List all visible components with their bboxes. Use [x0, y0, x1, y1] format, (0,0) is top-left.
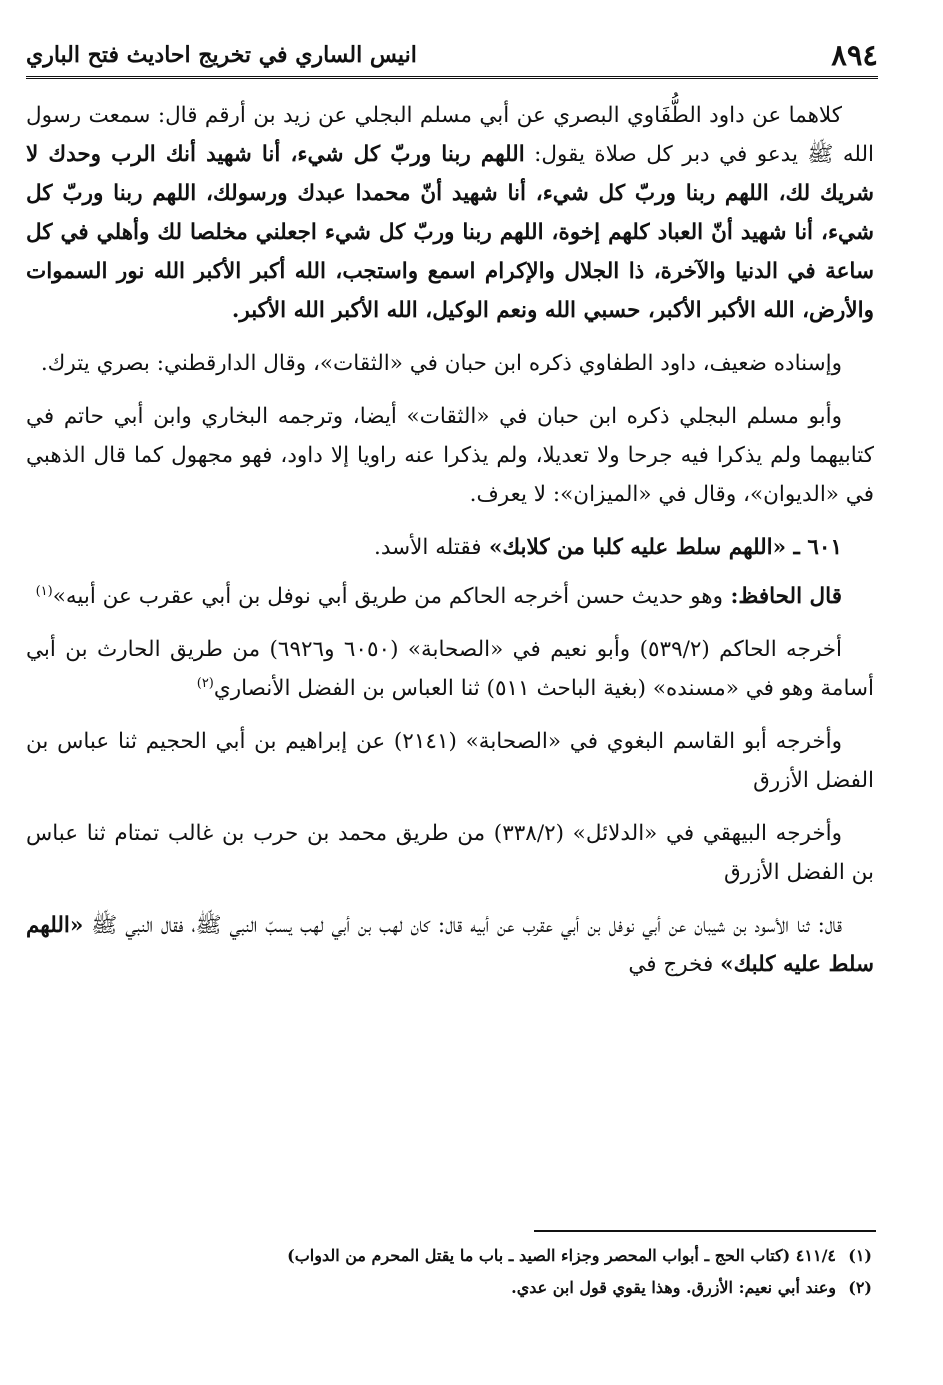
main-text — [26, 96, 874, 998]
footnote-mark: (٢) — [848, 1278, 872, 1297]
story-continuation: فخرج في — [628, 952, 721, 977]
paragraph-hafiz-statement — [26, 577, 874, 616]
running-title: انيس الساري في تخريج احاديث فتح الباري — [26, 42, 417, 68]
paragraph-takhrij-baghawi: وأخرجه أبو القاسم البغوي في «الصحابة» (٢١٤١) عن إبراهيم بن أبي الحجيم ثنا عباس بن الفضل الأزرق — [26, 729, 874, 793]
footnotes — [26, 1240, 872, 1304]
paragraph-narrator-note: وأبو مسلم البجلي ذكره ابن حبان في «الثقات» أيضا، وترجمه البخاري وابن أبي حاتم في كتابيهما ولم يذكرا فيه جرحا ولا تعديلا، ولم يذكرا عنه راويا إلا داود، فهو مجهول كما قال الذهبي في «الديوان»، وقال في «الميزان»: لا يعرف. — [26, 404, 874, 507]
footnote-rule — [534, 1230, 876, 1232]
hadith-heading-rest: فقتله الأسد. — [373, 535, 482, 560]
paragraph-hadith-story — [26, 906, 874, 984]
hafiz-text: وهو حديث حسن أخرجه الحاكم من طريق أبي نوفل بن أبي عقرب عن أبيه» — [52, 584, 723, 609]
footnote-1 — [26, 1240, 872, 1272]
hadith-supplication: اللهم ربنا وربّ كل شيء، أنا شهيد أنك الرب وحدك لا شريك لك، اللهم ربنا وربّ كل شيء، أنا شهيد أنّ محمدا عبدك ورسولك، اللهم ربنا وربّ كل شيء، أنا شهيد أنّ العباد كلهم إخوة، اللهم ربنا وربّ كل شيء اجعلني مخلصا لك وأهلي في كل ساعة في الدنيا والآخرة، ذا الجلال والإكرام اسمع واستجب، الله أكبر الأكبر الله نور السموات والأرض، الله الأكبر الأكبر، حسبي الله ونعم الوكيل، الله الأكبر الله الأكبر. — [26, 142, 874, 323]
story-quote: «اللهم سلط عليه كلبك» — [26, 913, 874, 977]
paragraph-takhrij-bayhaqi: وأخرجه البيهقي في «الدلائل» (٣٣٨/٢) من طريق محمد بن حرب بن غالب تمتام ثنا عباس بن الفضل الأزرق — [26, 821, 874, 885]
hafiz-label: قال الحافظ: — [723, 584, 842, 609]
takhrij-hakim-text: أخرجه الحاكم (٥٣٩/٢) وأبو نعيم في «الصحابة» (٦٠٥٠ و٦٩٢٦) من طريق الحارث بن أبي أسامة وهو في «مسنده» (بغية الباحث ٥١١) ثنا العباس بن الفضل الأنصاري — [26, 637, 874, 701]
page-number: ٨٩٤ — [831, 38, 878, 72]
paragraph-takhrij-hakim — [26, 630, 874, 708]
story-text: قال: ثنا الأسود بن شيبان عن أبي نوفل بن أبي عقرب عن أبيه قال: كان لهب بن أبي لهب يسبّ النبي ﷺ، فقال النبي ﷺ — [83, 913, 842, 938]
hadith-number-title: ٦٠١ ـ «اللهم سلط عليه كلبا من كلابك» — [481, 535, 842, 560]
paragraph-isnad-grading: وإسناده ضعيف، داود الطفاوي ذكره ابن حبان في «الثقات»، وقال الدارقطني: بصري يترك. — [40, 351, 842, 376]
footnote-ref-2[interactable]: (٢) — [196, 675, 214, 691]
page-header — [26, 36, 878, 74]
paragraph-hadith-heading — [26, 528, 874, 567]
hadith-chain: كلاهما عن داود الطُّفَاوي البصري عن أبي مسلم البجلي عن زيد بن أرقم قال: سمعت رسول الله ﷺ يدعو في دبر كل صلاة يقول: — [26, 103, 874, 167]
paragraph-hadith-text — [26, 96, 874, 330]
footnote-2 — [26, 1272, 872, 1304]
header-rule — [26, 76, 878, 79]
footnote-ref-1[interactable]: (١) — [35, 583, 53, 599]
footnote-text: ٤١١/٤ (كتاب الحج ـ أبواب المحصر وجزاء الصيد ـ باب ما يقتل المحرم من الدواب) — [287, 1246, 836, 1265]
footnote-text: وعند أبي نعيم: الأزرق. وهذا يقوي قول ابن عدي. — [511, 1278, 836, 1297]
footnote-mark: (١) — [848, 1246, 872, 1265]
